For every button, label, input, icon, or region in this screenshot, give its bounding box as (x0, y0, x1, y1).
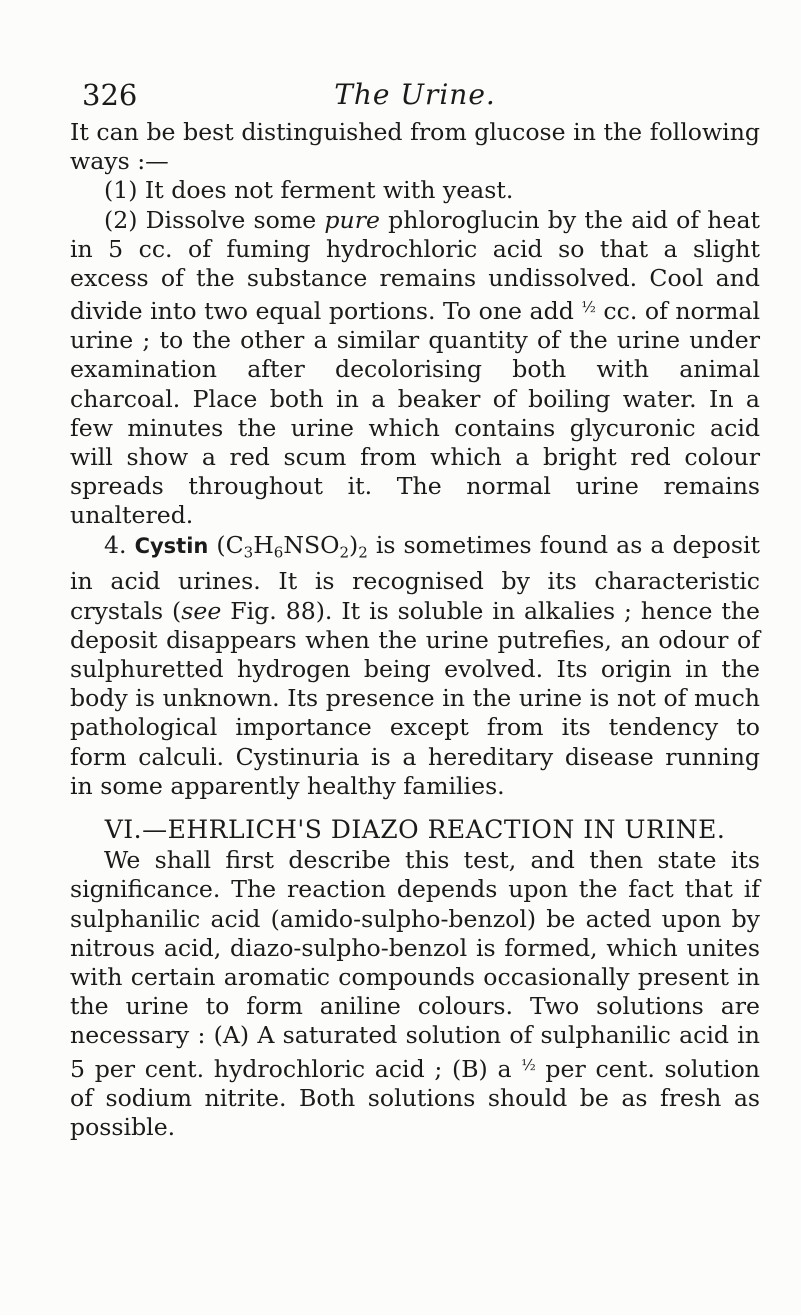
cystin-formula-d: ) (349, 530, 359, 559)
page-header (70, 78, 760, 116)
item-2-text-b: phloroglucin by the aid of heat in 5 cc. of fuming hydrochloric acid so that a slight excess of the substance remains undissolved. Cool and divide into two equal portions. To one add (70, 205, 760, 325)
item-2-text-c: cc. of normal urine ; to the other a similar quantity of the urine under examination after decolorising both with animal charcoal. Place both in a beaker of boiling water. In a few minutes the urine which contains glycuronic acid will show a red scum from which a bright red colour spreads throughout it. The normal urine remains unaltered. (70, 296, 760, 530)
diazo-fraction: ½ (521, 1055, 536, 1074)
item-1-paragraph (70, 176, 760, 205)
body-text (70, 118, 760, 1142)
diazo-text-a: We shall first describe this test, and then state its significance. The reaction depends upon the fact that if sulphanilic acid (amido-sulpho-benzol) be acted upon by nitrous acid, diazo-sulpho-benzol is formed, which unites with certain aromatic compounds occasionally present in the urine to form aniline colours. Two solutions are necessary : (A) A saturated solution of sulphanilic acid in 5 per cent. hydrochloric acid ; (B) a (70, 846, 760, 1083)
cystin-formula-a: (C (208, 530, 244, 559)
intro-text: It can be best distinguished from glucose in the following ways :— (70, 118, 760, 176)
item-2-text-a: (2) Dissolve some (104, 205, 325, 234)
cystin-subscript-1: 3 (243, 543, 254, 562)
item-2-emphasis: pure (324, 205, 380, 234)
cystin-subscript-2: 6 (273, 543, 284, 562)
diazo-text-b: per cent. solution of sodium nitrite. Both solutions should be as fresh as possible. (70, 1054, 760, 1141)
item-2-paragraph (70, 206, 760, 531)
cystin-number: 4. (104, 530, 135, 559)
cystin-formula-c: NSO (283, 530, 340, 559)
cystin-subscript-3: 2 (339, 543, 350, 562)
item-1-text: (1) It does not ferment with yeast. (104, 176, 514, 205)
section-heading: VI.—EHRLICH'S DIAZO REACTION IN URINE. (104, 814, 726, 844)
running-title: The Urine. (334, 78, 496, 111)
book-page (70, 78, 760, 1142)
cystin-paragraph (70, 531, 760, 801)
intro-paragraph (70, 118, 760, 176)
cystin-emphasis: see (181, 596, 222, 625)
cystin-formula-b: H (253, 530, 274, 559)
cystin-text-b: Fig. 88). It is soluble in alkalies ; hence the deposit disappears when the urine putrefies, an odour of sulphuretted hydrogen being evolved. Its origin in the body is unknown. Its presence in the urine is not of much pathological importance except from its tendency to form calculi. Cystinuria is a hereditary disease running in some apparently healthy families. (70, 596, 760, 800)
cystin-text-a: is sometimes found as a deposit in acid urines. It is recognised by its characteristic crystals ( (70, 530, 761, 625)
cystin-term: Cystin (134, 533, 209, 558)
item-2-fraction: ½ (581, 298, 596, 317)
cystin-subscript-4: 2 (358, 543, 368, 562)
diazo-paragraph (70, 846, 760, 1142)
page-number: 326 (82, 78, 138, 112)
